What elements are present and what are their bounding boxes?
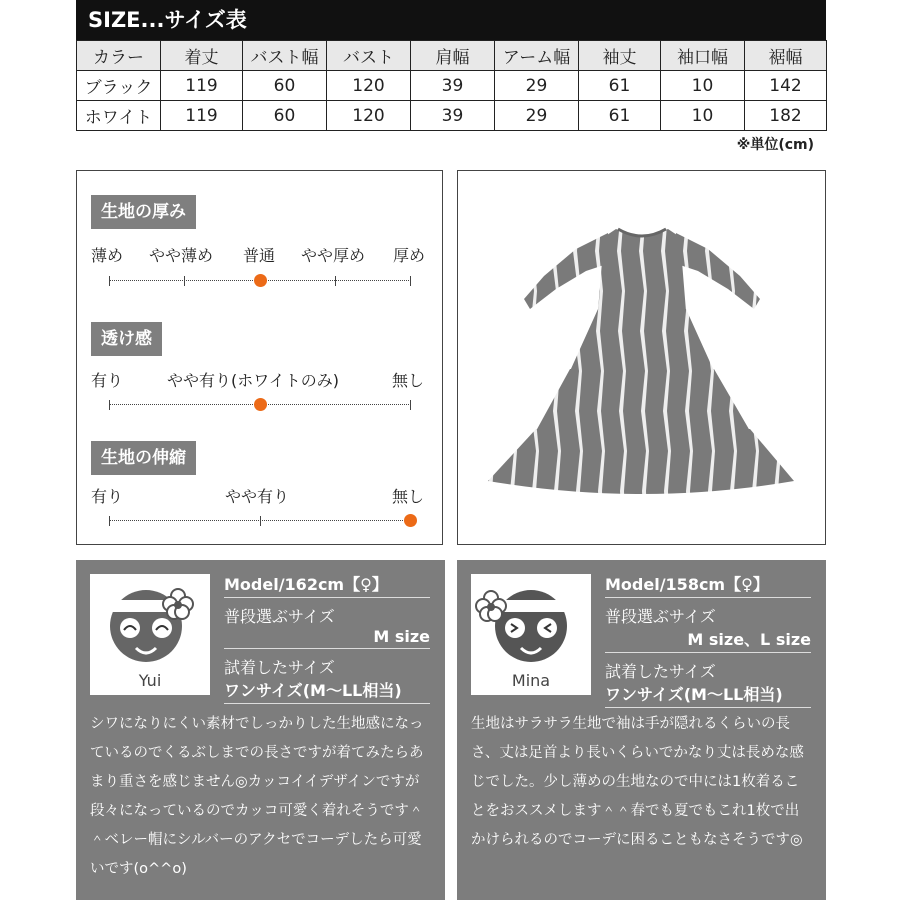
scale-tick (410, 400, 411, 410)
stretch-option: 有り (91, 487, 124, 506)
usual-size-value: M size (224, 627, 430, 649)
size-chart-header: SIZE...サイズ表 (76, 0, 826, 40)
thickness-label: 生地の厚み (91, 195, 196, 229)
table-cell: 39 (411, 101, 495, 131)
model-name: Mina (511, 671, 551, 690)
table-cell: 29 (495, 101, 579, 131)
scale-tick (109, 516, 110, 526)
table-row (77, 101, 827, 131)
model-panel-yui (76, 560, 445, 900)
transparency-option: やや有り(ホワイトのみ) (167, 371, 340, 390)
table-cell: 10 (661, 101, 745, 131)
table-cell: 119 (161, 71, 243, 101)
transparency-scale (109, 404, 411, 405)
scale-tick (109, 400, 110, 410)
model-panel-mina (457, 560, 826, 900)
transparency-option: 無し (392, 371, 425, 390)
tier-1 (570, 309, 714, 371)
column-header: アーム幅 (495, 41, 579, 71)
table-cell: 120 (327, 71, 411, 101)
bodice (598, 229, 686, 311)
flower-icon (476, 591, 506, 621)
table-cell: 61 (579, 71, 661, 101)
stretch-option: やや有り (225, 487, 290, 506)
unit-note: ※単位(cm) (736, 137, 814, 153)
tier-2 (536, 369, 750, 431)
stretch-label: 生地の伸縮 (91, 441, 196, 475)
thickness-indicator (254, 274, 267, 287)
usual-size-label: 普段選ぶサイズ (605, 607, 716, 626)
transparency-indicator (254, 398, 267, 411)
tried-size-label: 試着したサイズ (224, 658, 335, 677)
model-info (605, 572, 811, 708)
left-sleeve (524, 233, 610, 309)
table-cell: 10 (661, 71, 745, 101)
model-avatar (471, 574, 591, 695)
stretch-option: 無し (392, 487, 425, 506)
table-cell: 142 (745, 71, 827, 101)
model-name: Yui (138, 671, 162, 690)
tried-size-value: ワンサイズ(M〜LL相当) (224, 678, 430, 704)
table-cell: ホワイト (77, 101, 161, 131)
column-header: 袖丈 (579, 41, 661, 71)
table-cell: 61 (579, 101, 661, 131)
table-cell: 119 (161, 101, 243, 131)
table-cell: 29 (495, 71, 579, 101)
scale-tick (184, 276, 185, 286)
thickness-option: 普通 (243, 246, 276, 265)
model-heading: Model/162cm【♀】 (224, 572, 430, 598)
table-cell: ブラック (77, 71, 161, 101)
model-comment: シワになりにくい素材でしっかりした生地感になっているのでくるぶしまでの長さですが着てみたらあまり重さを感じません◎カッコイイデザインですが段々になっているのでカッコ可愛く着れそうです＾＾ベレー帽にシルバーのアクセでコーデしたら可愛いです(o^^o) (90, 716, 424, 877)
column-header: 裾幅 (745, 41, 827, 71)
table-cell: 60 (243, 101, 327, 131)
scale-tick (260, 516, 261, 526)
table-cell: 120 (327, 101, 411, 131)
size-table (76, 40, 827, 131)
thickness-option: 厚め (393, 246, 426, 265)
model-heading: Model/158cm【♀】 (605, 572, 811, 598)
column-header: バスト幅 (243, 41, 327, 71)
thickness-option: 薄め (91, 246, 124, 265)
thickness-scale (109, 280, 411, 281)
column-header: 着丈 (161, 41, 243, 71)
model-comment: 生地はサラサラ生地で袖は手が隠れるくらいの長さ、丈は足首より長いくらいでかなり丈は長めな感じでした。少し薄めの生地なので中には1枚着ることをおススメします＾＾春でも夏でもこれ1枚で出かけられるのでコーデに困ることもなさそうです◎ (471, 716, 804, 848)
model-avatar (90, 574, 210, 695)
flower-icon (163, 589, 193, 619)
fabric-panel (76, 170, 443, 545)
dress-illustration (458, 171, 825, 544)
model-face-icon (90, 574, 210, 672)
scale-tick (410, 276, 411, 286)
right-sleeve (674, 233, 760, 309)
thickness-option: やや薄め (149, 246, 214, 265)
column-header: バスト (327, 41, 411, 71)
model-face-icon (471, 574, 591, 672)
scale-tick (335, 276, 336, 286)
table-row (77, 71, 827, 101)
table-cell: 182 (745, 101, 827, 131)
scale-tick (109, 276, 110, 286)
table-cell: 39 (411, 71, 495, 101)
product-image (457, 170, 826, 545)
table-cell: 60 (243, 71, 327, 101)
table-header-row (77, 41, 827, 71)
column-header: カラー (77, 41, 161, 71)
column-header: 肩幅 (411, 41, 495, 71)
transparency-option: 有り (91, 371, 124, 390)
transparency-label: 透け感 (91, 322, 162, 356)
stretch-indicator (404, 514, 417, 527)
usual-size-value: M size、L size (605, 627, 811, 653)
tried-size-label: 試着したサイズ (605, 662, 716, 681)
thickness-option: やや厚め (301, 246, 366, 265)
column-header: 袖口幅 (661, 41, 745, 71)
model-info (224, 572, 430, 704)
stretch-scale (109, 520, 411, 521)
tier-3 (488, 429, 794, 494)
tried-size-value: ワンサイズ(M〜LL相当) (605, 682, 811, 708)
usual-size-label: 普段選ぶサイズ (224, 607, 335, 626)
